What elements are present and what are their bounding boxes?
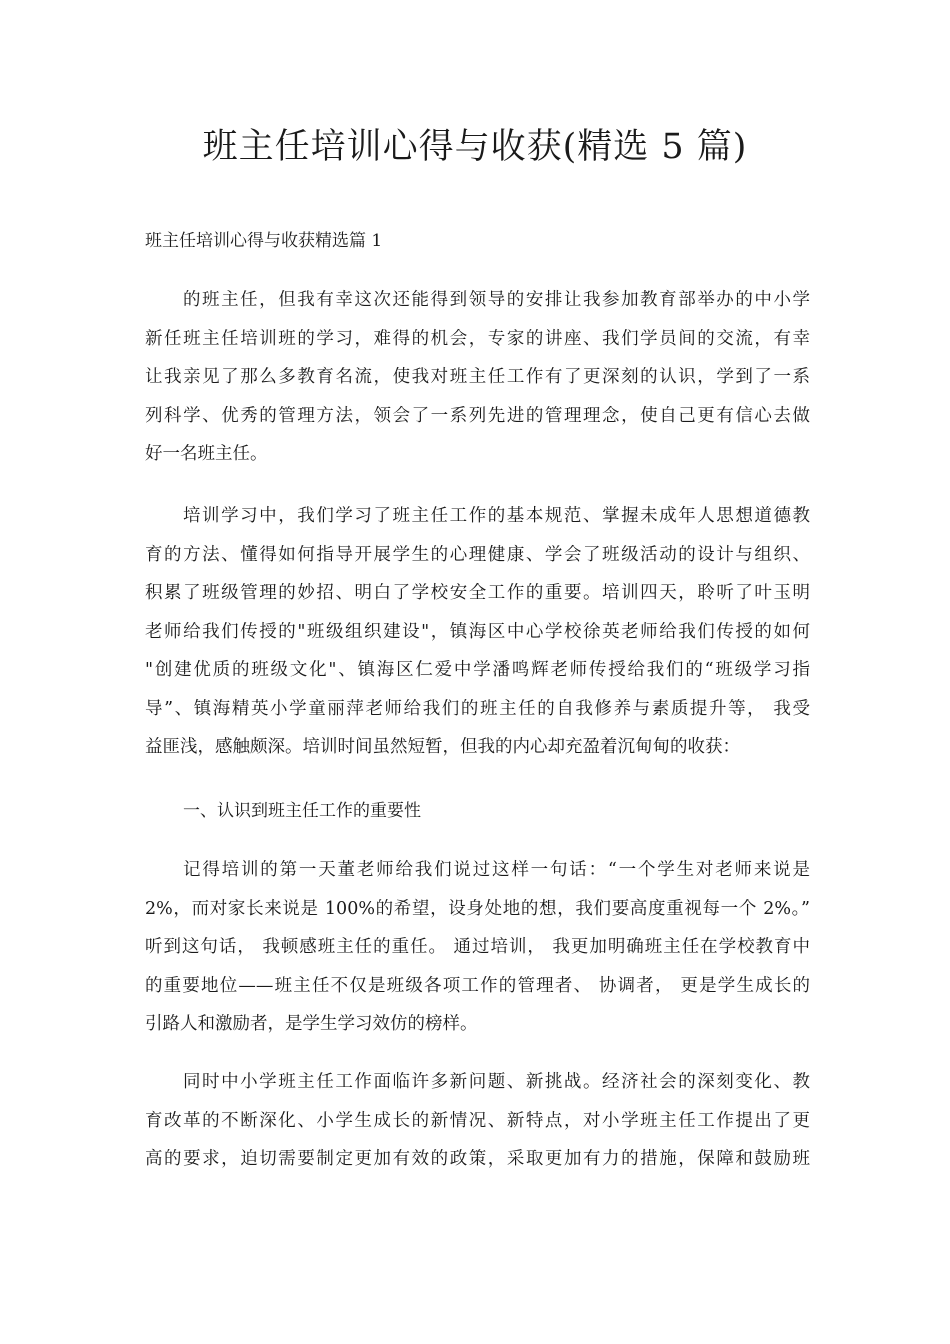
article-subtitle: 班主任培训心得与收获精选篇 1 [145, 231, 383, 251]
paragraph-line: 导”、镇海精英小学童丽萍老师给我们的班主任的自我修养与素质提升等， 我受 [145, 698, 810, 719]
paragraph-line: 的重要地位——班主任不仅是班级各项工作的管理者、 协调者， 更是学生成长的 [145, 975, 810, 996]
paragraph-line: 新任班主任培训班的学习，难得的机会，专家的讲座、我们学员间的交流，有幸 [145, 328, 810, 349]
paragraph-line: 老师给我们传授的"班级组织建设"，镇海区中心学校徐英老师给我们传授的如何 [145, 621, 810, 642]
paragraph-3 [145, 851, 810, 1044]
paragraph-line: 列科学、优秀的管理方法，领会了一系列先进的管理理念，使自己更有信心去做 [145, 405, 810, 426]
paragraph-line: 2%，而对家长来说是 100%的希望，设身处地的想，我们要高度重视每一个 2%。” [145, 898, 810, 919]
paragraph-line: 同时中小学班主任工作面临许多新问题、新挑战。经济社会的深刻变化、教 [183, 1072, 810, 1092]
paragraph-line: 听到这句话， 我顿感班主任的重任。 通过培训， 我更加明确班主任在学校教育中 [145, 937, 810, 957]
paragraph-2 [145, 497, 810, 767]
paragraph-line: 的班主任，但我有幸这次还能得到领导的安排让我参加教育部举办的中小学 [183, 290, 810, 310]
paragraph-line: 积累了班级管理的妙招、明白了学校安全工作的重要。培训四天，聆听了叶玉明 [145, 583, 810, 603]
paragraph-line: 好一名班主任。 [145, 444, 268, 464]
paragraph-line: 培训学习中，我们学习了班主任工作的基本规范、掌握未成年人思想道德教 [183, 506, 810, 526]
paragraph-line: 育的方法、懂得如何指导开展学生的心理健康、学会了班级活动的设计与组织、 [145, 544, 810, 565]
paragraph-line: 记得培训的第一天董老师给我们说过这样一句话：“一个学生对老师来说是 [183, 860, 810, 880]
paragraph-line: 引路人和激励者，是学生学习效仿的榜样。 [145, 1014, 478, 1034]
paragraph-1 [145, 281, 810, 474]
section-heading: 一、认识到班主任工作的重要性 [183, 801, 421, 821]
paragraph-line: 益匪浅，感触颇深。培训时间虽然短暂，但我的内心却充盈着沉甸甸的收获： [145, 737, 740, 757]
document-title: 班主任培训心得与收获(精选 5 篇) [202, 127, 748, 167]
paragraph-line: 育改革的不断深化、小学生成长的新情况、新特点，对小学班主任工作提出了更 [145, 1110, 810, 1131]
paragraph-line: 高的要求，迫切需要制定更加有效的政策，采取更加有力的措施，保障和鼓励班 [145, 1149, 810, 1169]
paragraph-line: "创建优质的班级文化"、镇海区仁爱中学潘鸣辉老师传授给我们的“班级学习指 [145, 660, 810, 680]
paragraph-4 [145, 1063, 810, 1179]
paragraph-line: 让我亲见了那么多教育名流，使我对班主任工作有了更深刻的认识，学到了一系 [145, 367, 810, 387]
